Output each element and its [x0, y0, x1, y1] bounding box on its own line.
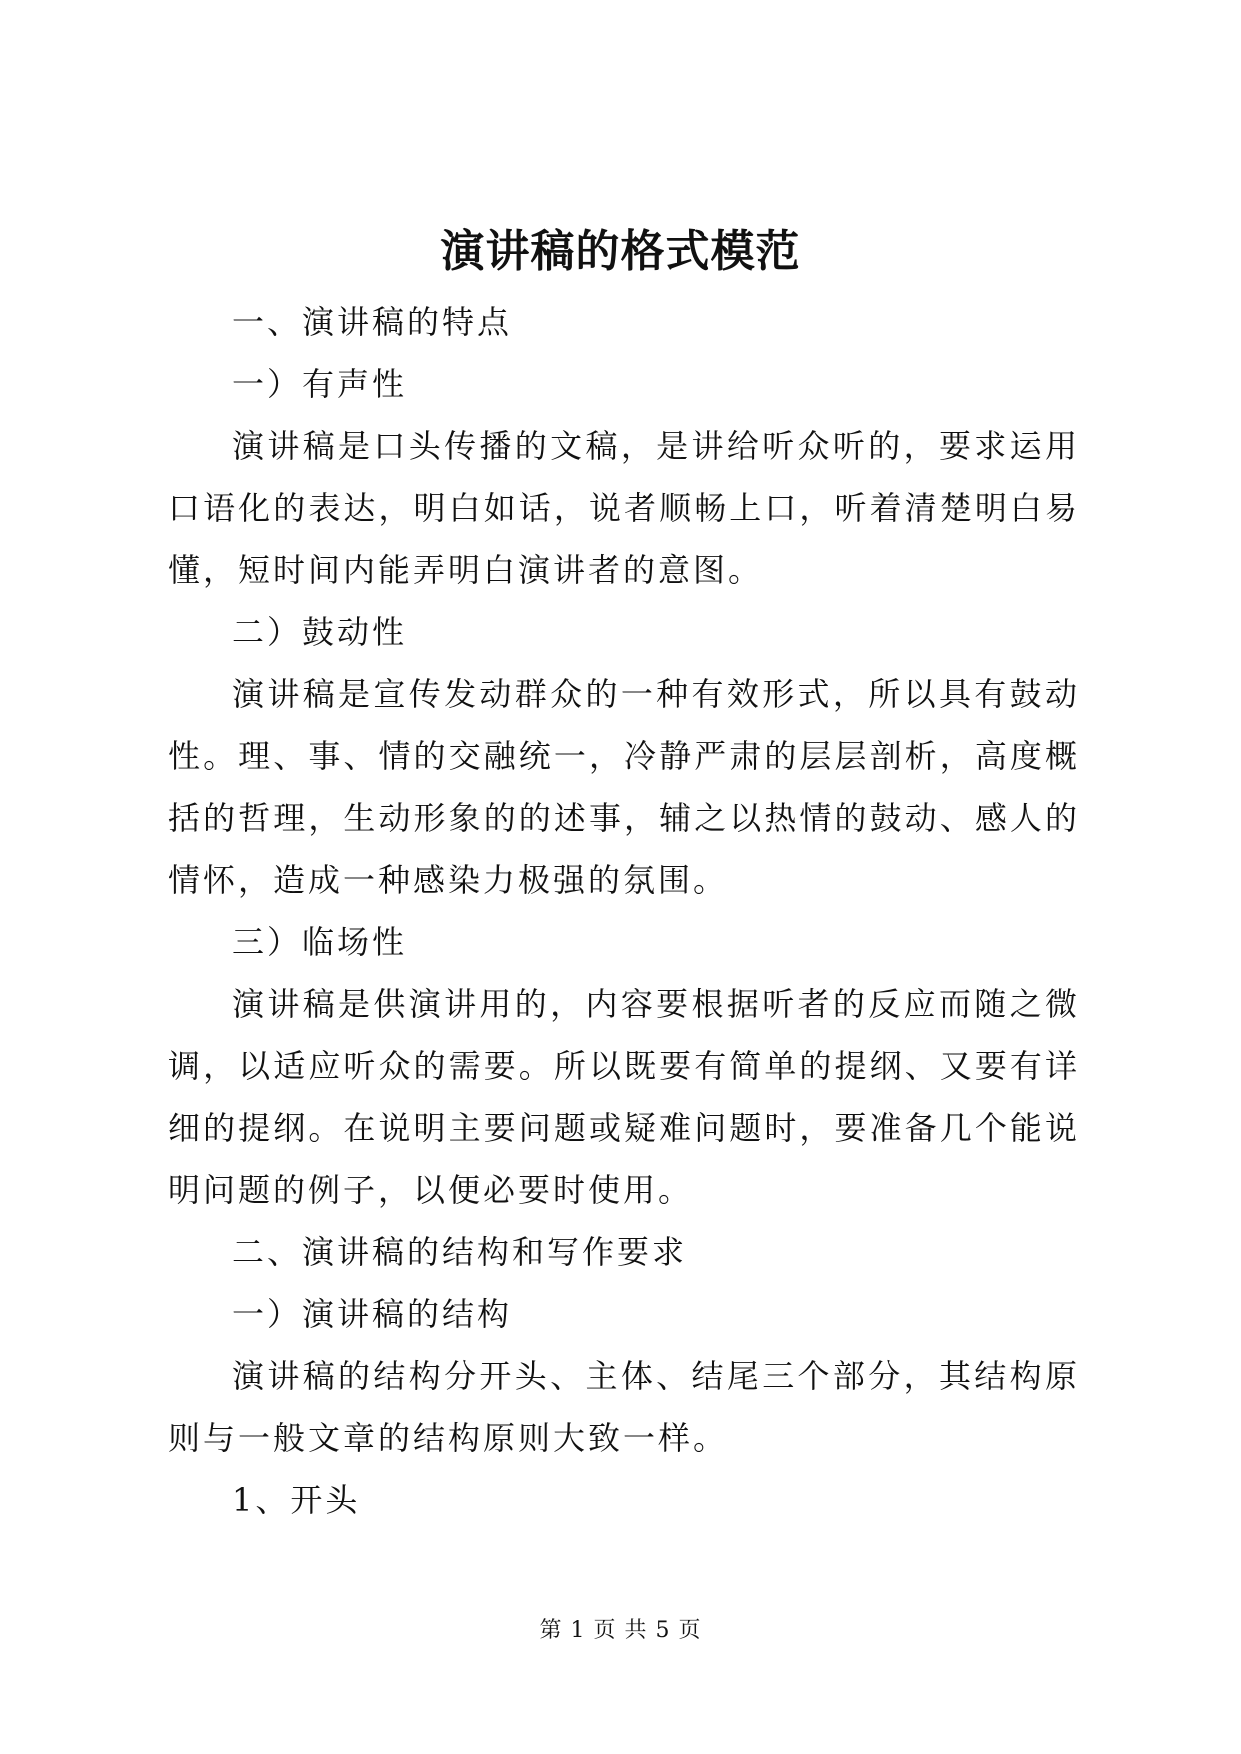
paragraph-motivation: 演讲稿是宣传发动群众的一种有效形式，所以具有鼓动性。理、事、情的交融统一，冷静严肃的层层剖析，高度概括的哲理，生动形象的的述事，辅之以热情的鼓动、感人的情怀，造成一种感染力极强的氛围。 [168, 675, 1080, 899]
paragraph-structure: 演讲稿的结构分开头、主体、结尾三个部分，其结构原则与一般文章的结构原则大致一样。 [168, 1357, 1080, 1457]
paragraph-presence: 演讲稿是供演讲用的，内容要根据听者的反应而随之微调，以适应听众的需要。所以既要有简单的提纲、又要有详细的提纲。在说明主要问题或疑难问题时，要准备几个能说明问题的例子，以便必要时使用。 [168, 985, 1080, 1209]
subheading-structure: 一）演讲稿的结构 [232, 1295, 513, 1333]
paragraph-audibility: 演讲稿是口头传播的文稿，是讲给听众听的，要求运用口语化的表达，明白如话，说者顺畅上口，听着清楚明白易懂，短时间内能弄明白演讲者的意图。 [168, 427, 1080, 589]
section-heading-characteristics: 一、演讲稿的特点 [232, 303, 513, 341]
subheading-opening: 1、开头 [232, 1481, 361, 1519]
section-heading-structure: 二、演讲稿的结构和写作要求 [232, 1233, 688, 1271]
subheading-audibility: 一）有声性 [232, 365, 408, 403]
subheading-presence: 三）临场性 [232, 923, 408, 961]
document-body [168, 291, 1080, 1531]
subheading-motivation: 二）鼓动性 [232, 613, 408, 651]
document-title: 演讲稿的格式模范 [440, 226, 801, 277]
page-footer: 第 1 页 共 5 页 [539, 1618, 702, 1643]
